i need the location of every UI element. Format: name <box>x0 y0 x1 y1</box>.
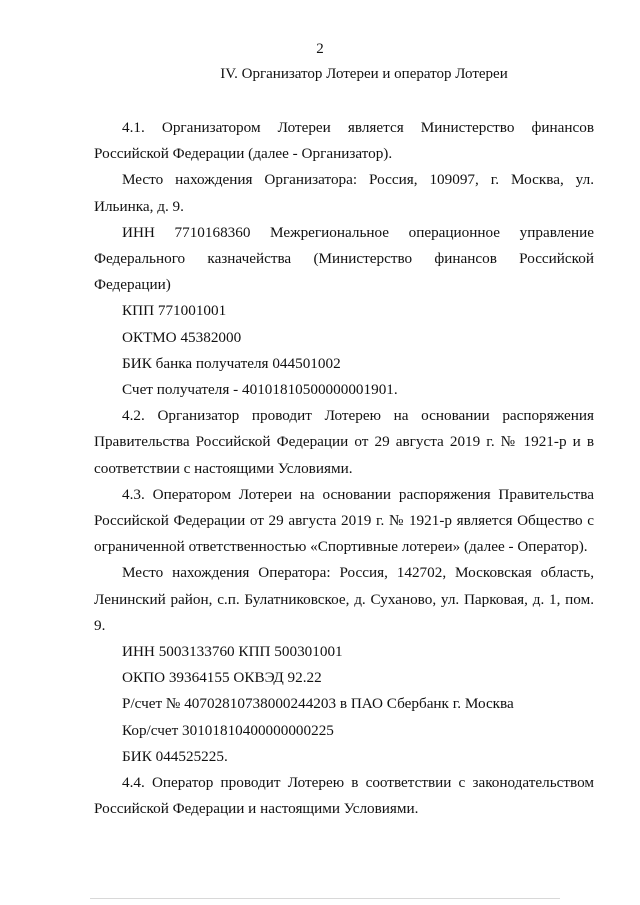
operator-okpo: ОКПО 39364155 ОКВЭД 92.22 <box>122 669 322 687</box>
document-body <box>94 115 594 822</box>
organizer-bik: БИК банка получателя 044501002 <box>122 354 341 372</box>
paragraph-4-1: 4.1. Организатором Лотереи является Министерство финансов Российской Федерации (далее - Организатор). <box>94 119 594 163</box>
paragraph-4-4: 4.4. Оператор проводит Лотерею в соответствии с законодательством Российской Федерации и настоящими Условиями. <box>94 774 594 818</box>
organizer-oktmo: ОКТМО 45382000 <box>122 328 242 346</box>
bottom-scan-edge <box>90 898 560 899</box>
paragraph-4-2: 4.2. Организатор проводит Лотерею на основании распоряжения Правительства Российской Федерации от 29 августа 2019 г. № 1921-р и в соответствии с настоящими Условиями. <box>94 407 594 477</box>
organizer-kpp: КПП 771001001 <box>122 302 227 320</box>
page-number: 2 <box>316 41 324 57</box>
organizer-address: Место нахождения Организатора: Россия, 109097, г. Москва, ул. Ильинка, д. 9. <box>94 171 594 215</box>
operator-address: Место нахождения Оператора: Россия, 142702, Московская область, Ленинский район, с.п. Булатниковское, д. Суханово, ул. Парковая, д. 1, пом. 9. <box>94 564 594 634</box>
operator-account: Р/счет № 40702810738000244203 в ПАО Сбербанк г. Москва <box>122 695 514 713</box>
section-title: IV. Организатор Лотереи и оператор Лотереи <box>220 66 508 82</box>
paragraph-4-3: 4.3. Оператором Лотереи на основании распоряжения Правительства Российской Федерации от 29 августа 2019 г. № 1921-р является Общество с ограниченной ответственностью «Спортивные лотереи» (далее - Оператор). <box>94 485 594 556</box>
organizer-inn: ИНН 7710168360 Межрегиональное операционное управление Федерального казначейства (Министерство финансов Российской Федерации) <box>94 223 594 294</box>
operator-bik: БИК 044525225. <box>122 747 228 765</box>
organizer-account: Счет получателя - 40101810500000001901. <box>122 381 398 399</box>
operator-inn-kpp: ИНН 5003133760 КПП 500301001 <box>122 643 343 661</box>
operator-corr-account: Кор/счет 30101810400000000225 <box>122 721 334 739</box>
